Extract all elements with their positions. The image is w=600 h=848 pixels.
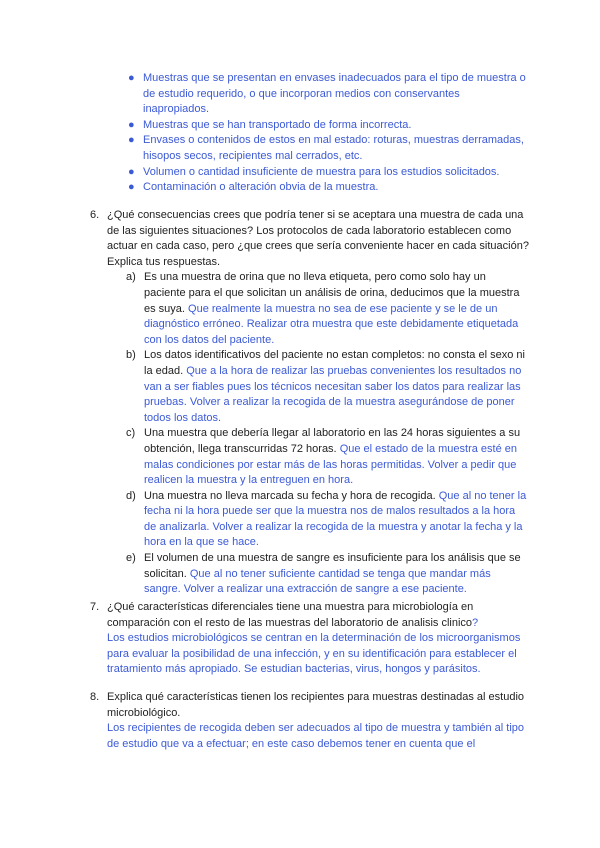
list-item-text: Volumen o cantidad insuficiente de muestra para los estudios solicitados. (143, 165, 500, 178)
question-number: 6. (90, 209, 100, 221)
list-item-text: Envases o contenidos de estos en mal estado: roturas, muestras derramadas, hisopos secos, recipientes mal cerrados, etc. (143, 134, 524, 162)
question-8 (90, 690, 530, 752)
list-item: ● Envases o contenidos de estos en mal estado: roturas, muestras derramadas, hisopos secos, recipientes mal cerrados, etc. (128, 134, 524, 162)
answer-text: Los recipientes de recogida deben ser adecuados al tipo de muestra y también al tipo de estudio que va a efectuar; en este caso debemos tener en cuenta que el (107, 722, 525, 750)
answer-text: Que realmente la muestra no sea de ese paciente y se le de un diagnóstico erróneo. Realizar otra muestra que este debidamente etiquetada con los datos del paciente. (144, 302, 519, 346)
question-6 (90, 208, 530, 598)
sub-question-e: e) El volumen de una muestra de sangre es insuficiente para los análisis que se solicitan. Que al no tener suficiente cantidad se tenga que mandar más sangre. Volver a realizar una extracción de sangre a ese paciente. (126, 552, 521, 596)
sub-question-d: d) Una muestra no lleva marcada su fecha y hora de recogida. Que al no tener la fecha ni la hora puede ser que la muestra nos de malos resultados a la hora de analizarla. Volver a realizar la recogida de la muestra y anotar la fecha y la hora en la que se hace. (126, 489, 527, 549)
list-item: ● Muestras que se han transportado de forma incorrecta. (128, 118, 412, 131)
answer-text: Que al no tener la fecha ni la hora puede ser que la muestra nos de malos resultados a la hora de analizarla. Volver a realizar la recogida de la muestra y anotar la fecha y la hora en la que se hace. (144, 489, 527, 549)
sub-question-b: b) Los datos identificativos del paciente no estan completos: no consta el sexo ni la edad. Que a la hora de realizar las pruebas convenientes los resultados no van a ser fiables pues los técnicos necesitan saber los datos para realizar las pruebas. Volver a realizar la recogida de la muestra asegurándose de poner todos los datos. (126, 349, 525, 424)
sub-question-a: a) Es una muestra de orina que no lleva etiqueta, pero como solo hay un paciente para el que solicitan un análisis de orina, deducimos que la muestra es suya. Que realmente la muestra no sea de ese paciente y se le de un diagnóstico erróneo. Realizar otra muestra que este debidamente etiquetada con los datos del paciente. (126, 271, 520, 346)
list-item-text: Muestras que se presentan en envases inadecuados para el tipo de muestra o de estudio requerido, o que incorporan medios con conservantes inapropiados. (143, 72, 526, 116)
question-7 (90, 600, 530, 678)
rejection-criteria-list (128, 71, 528, 196)
sub-question-list (126, 270, 530, 597)
question-text: ¿Qué consecuencias crees que podría tener si se aceptara una muestra de cada una de las siguientes situaciones? Los protocolos de cada laboratorio establecen como actuar en cada caso, pero ¿que crees que sería conveniente hacer en cada situación? Explica tus respuestas. (107, 209, 529, 268)
list-item: ● Muestras que se presentan en envases inadecuados para el tipo de muestra o de estudio requerido, o que incorporan medios con conservantes inapropiados. (128, 72, 526, 116)
question-text: Explica qué características tienen los recipientes para muestras destinadas al estudio microbiológico. (107, 691, 525, 719)
question-number: 7. (90, 601, 100, 613)
answer-text: Que al no tener suficiente cantidad se tenga que mandar más sangre. Volver a realizar una extracción de sangre a ese paciente. (144, 567, 491, 596)
list-item-text: Muestras que se han transportado de forma incorrecta. (143, 118, 412, 131)
question-number: 8. (90, 691, 100, 703)
question-text: ¿Qué características diferenciales tiene una muestra para microbiología en comparación con el resto de las muestras del laboratorio de analisis clinico? (107, 601, 479, 629)
list-item: ● Contaminación o alteración obvia de la muestra. (128, 181, 379, 194)
answer-text: Que el estado de la muestra esté en malas condiciones por estar más de las horas permitidas. Volver a pedir que realicen la muestra y la entreguen en hora. (144, 442, 518, 487)
sub-question-c: c) Una muestra que debería llegar al laboratorio en las 24 horas siguientes a su obtención, llega transcurridas 72 horas. Que el estado de la muestra esté en malas condiciones por estar más de las horas permitidas. Volver a pedir que realicen la muestra y la entreguen en hora. (126, 427, 521, 487)
list-item-text: Contaminación o alteración obvia de la muestra. (143, 181, 379, 194)
answer-text: Los estudios microbiológicos se centran en la determinación de los microorganismos para evaluar la posibilidad de una infección, y en su identificación para establecer el tratamiento más apropiado. Se estudian bacterias, virus, hongos y parásitos. (107, 632, 521, 676)
answer-text: Que a la hora de realizar las pruebas convenientes los resultados no van a ser fiables pues los técnicos necesitan saber los datos para realizar las pruebas. Volver a realizar la recogida de la muestra asegurándose de poner todos los datos. (144, 364, 522, 424)
list-item: ● Volumen o cantidad insuficiente de muestra para los estudios solicitados. (128, 165, 500, 178)
